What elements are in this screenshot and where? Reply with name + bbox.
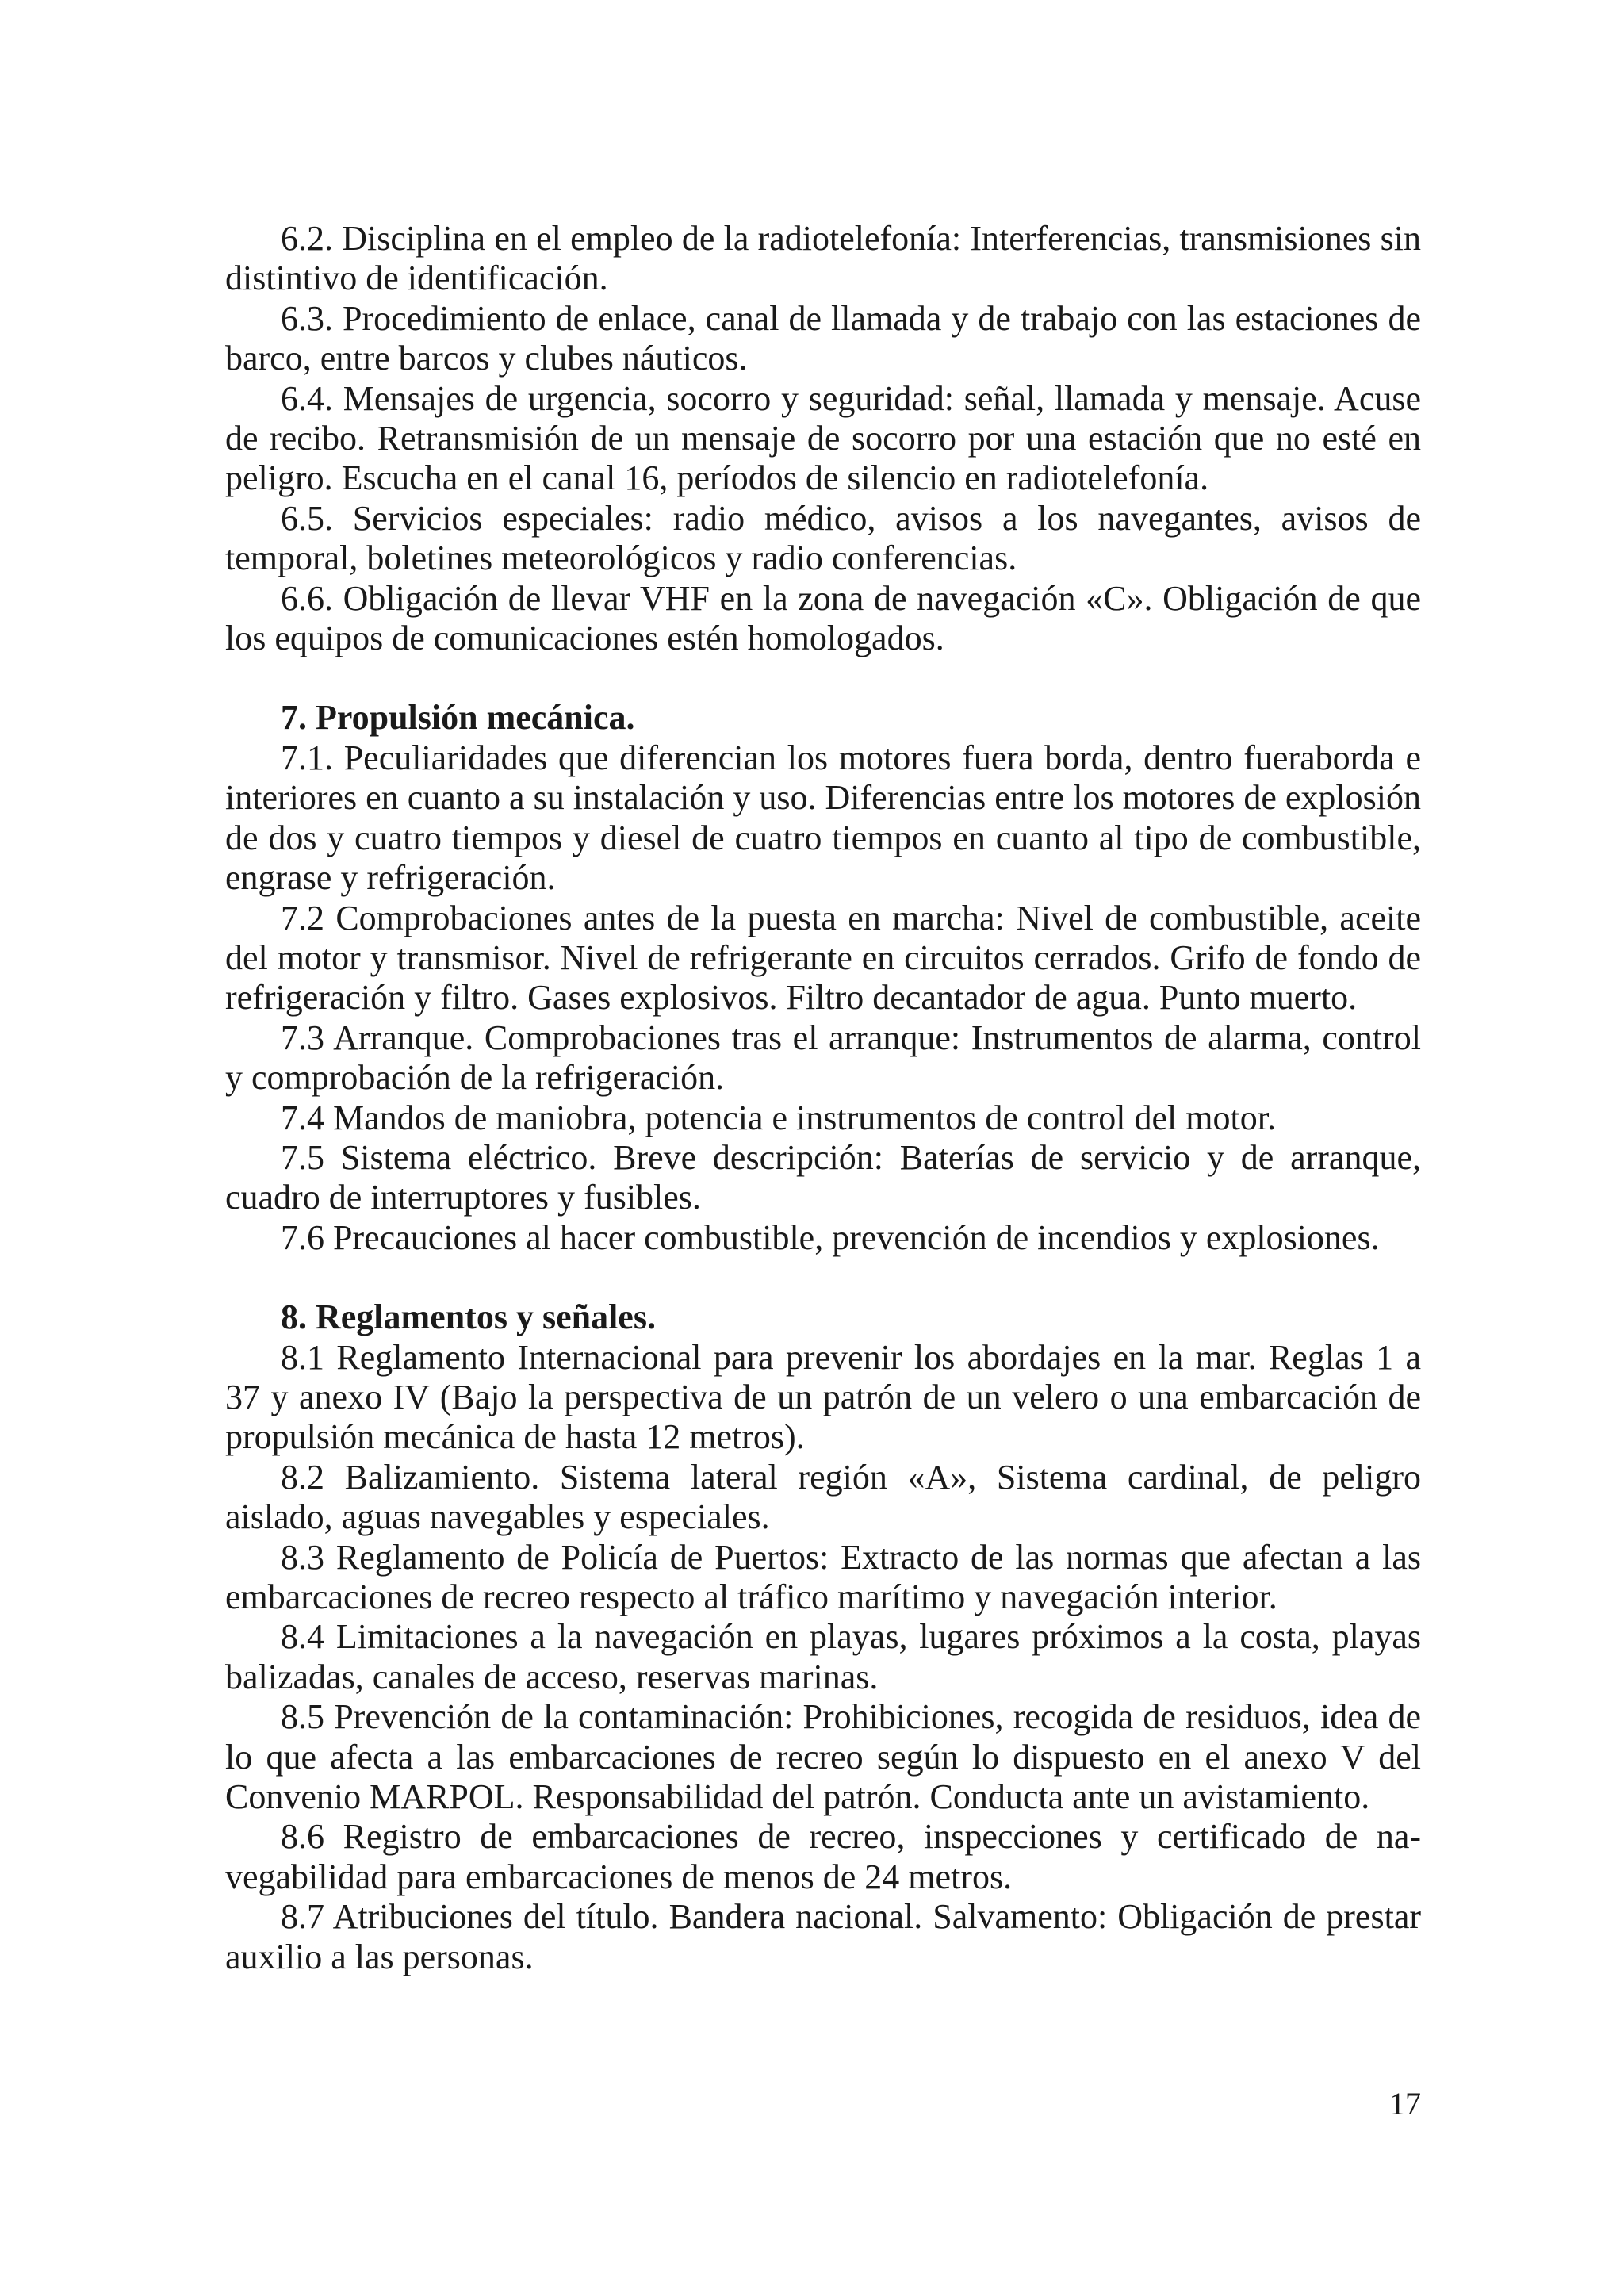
paragraph-8-6: 8.6 Registro de embarcaciones de recreo, inspecciones y certificado de navegabilidad para embarcaciones de menos de 24 metros. — [225, 1817, 1421, 1896]
paragraph-6-5: 6.5. Servicios especiales: radio médico, avisos a los navegantes, avisos de temporal, boletines meteorológicos y radio conferencias. — [225, 498, 1421, 578]
section-6 — [225, 219, 1421, 658]
paragraph-7-6: 7.6 Precauciones al hacer combustible, prevención de incendios y explosiones. — [281, 1217, 1380, 1257]
section-7 — [225, 698, 1421, 1258]
section-heading-7: 7. Propulsión mecánica. — [281, 698, 635, 738]
paragraph-7-2: 7.2 Comprobaciones antes de la puesta en marcha: Nivel de combustible, aceite del motor y transmisor. Nivel de refrigerante en circuitos cerrados. Grifo de fondo de refrigeración y filtro. Gases explosivos. Filtro decantador de agua. Punto muerto. — [225, 898, 1421, 1018]
paragraph-7-4: 7.4 Mandos de maniobra, potencia e instrumentos de control del motor. — [281, 1098, 1276, 1137]
paragraph-8-7: 8.7 Atribuciones del título. Bandera nacional. Salvamento: Obligación de prestar auxilio a las personas. — [225, 1897, 1421, 1976]
paragraph-8-4: 8.4 Limitaciones a la navegación en playas, lugares próximos a la costa, playas balizadas, canales de acceso, reservas marinas. — [225, 1617, 1421, 1696]
document-body — [225, 219, 1421, 1977]
paragraph-8-2: 8.2 Balizamiento. Sistema lateral región «A», Sistema cardinal, de peligro aislado, aguas navegables y especiales. — [225, 1457, 1421, 1537]
paragraph-8-3: 8.3 Reglamento de Policía de Puertos: Extracto de las normas que afectan a las embarcaciones de recreo respecto al tráfico marítimo y navegación interior. — [225, 1537, 1421, 1616]
section-heading-8: 8. Reglamentos y señales. — [281, 1297, 656, 1337]
paragraph-8-1: 8.1 Reglamento Internacional para prevenir los abordajes en la mar. Reglas 1 a 37 y anexo IV (Bajo la perspectiva de un patrón de un velero o una embarcación de propulsión mecánica de hasta 12 metros). — [225, 1337, 1421, 1457]
paragraph-6-6: 6.6. Obligación de llevar VHF en la zona de navegación «C». Obligación de que los equipos de comunicaciones estén homologados. — [225, 578, 1421, 658]
paragraph-7-1: 7.1. Peculiaridades que diferencian los motores fuera borda, dentro fueraborda e interiores en cuanto a su instalación y uso. Diferencias entre los motores de explosión de dos y cuatro tiempos y diesel de cuatro tiempos en cuanto al tipo de combustible, engrase y refrigeración. — [225, 738, 1421, 898]
paragraph-8-5: 8.5 Prevención de la contaminación: Prohibiciones, recogida de residuos, idea de lo que afecta a las embarcaciones de recreo según lo dispuesto en el anexo V del Convenio MARPOL. Responsabilidad del patrón. Conducta ante un avistamiento. — [225, 1697, 1421, 1817]
paragraph-7-5: 7.5 Sistema eléctrico. Breve descripción: Baterías de servicio y de arranque, cuadro de interruptores y fusibles. — [225, 1137, 1421, 1217]
paragraph-6-3: 6.3. Procedimiento de enlace, canal de llamada y de trabajo con las estaciones de barco, entre barcos y clubes náuticos. — [225, 298, 1421, 378]
paragraph-7-3: 7.3 Arranque. Comprobaciones tras el arranque: Instrumentos de alarma, control y comprobación de la refrigeración. — [225, 1018, 1421, 1098]
paragraph-6-4: 6.4. Mensajes de urgencia, socorro y seguridad: señal, llamada y mensaje. Acuse de recibo. Retransmisión de un mensaje de socorro por una estación que no esté en peligro. Escucha en el canal 16, períodos de silencio en radiotelefonía. — [225, 378, 1421, 498]
paragraph-6-2: 6.2. Disciplina en el empleo de la radiotelefonía: Interferencias, transmisiones sin distintivo de identificación. — [225, 219, 1421, 298]
page-number: 17 — [1389, 2086, 1421, 2122]
section-8 — [225, 1297, 1421, 1977]
